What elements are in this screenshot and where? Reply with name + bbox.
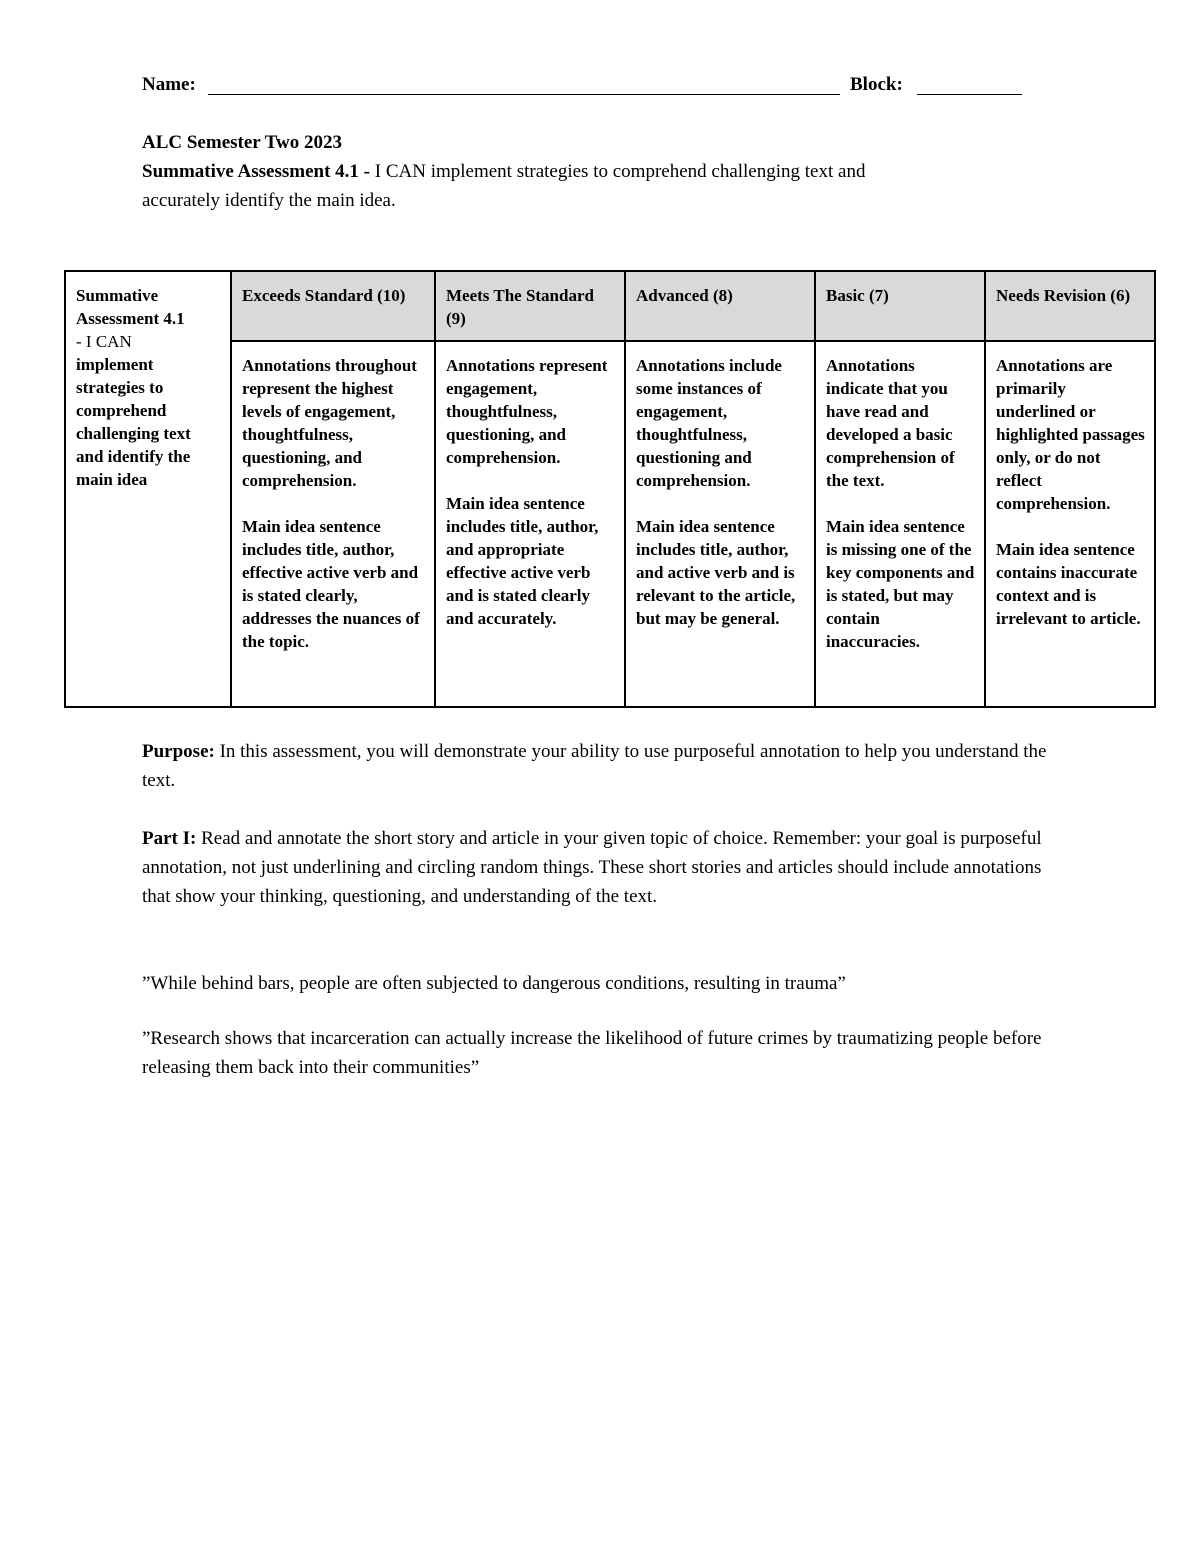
block-blank[interactable] — [917, 94, 1022, 95]
cell-annotation-text: Annotations represent engagement, thoughtfulness, questioning, and comprehension. — [446, 356, 608, 467]
name-block-line — [142, 74, 1022, 100]
cell-annotation-text: Annotations indicate that you have read and developed a basic comprehension of the text. — [826, 356, 955, 490]
name-label: Name: — [142, 74, 196, 95]
rubric-cell-basic — [815, 341, 985, 707]
course-title: ALC Semester Two 2023 — [142, 132, 343, 153]
rubric-header-row — [65, 271, 1155, 341]
assessment-title-bold: Summative Assessment 4.1 - — [142, 161, 375, 182]
cell-main-idea-text: Main idea sentence includes title, author, and active verb and is relevant to the article, but may be general. — [636, 517, 796, 628]
row-header-line: strategies to — [76, 378, 164, 397]
rubric-col-advanced: Advanced (8) — [625, 271, 815, 341]
row-header-line: - I CAN — [76, 332, 132, 351]
cell-main-idea-text: Main idea sentence includes title, author, effective active verb and is stated clearly, addresses the nuances of the topic. — [242, 517, 420, 651]
part1-text: Read and annotate the short story and article in your given topic of choice. Remember: your goal is purposeful annotation, not just underlining and circling random things. These short stories and articles should include annotations that show your thinking, questioning, and understanding of the text. — [142, 828, 1042, 907]
row-header-line: Summative — [76, 286, 159, 305]
row-header-line: Assessment 4.1 — [76, 309, 185, 328]
name-blank[interactable] — [208, 94, 840, 95]
part1-paragraph — [142, 824, 1062, 911]
rubric-col-needs-revision: Needs Revision (6) — [985, 271, 1155, 341]
row-header-line: and identify the — [76, 447, 191, 466]
cell-main-idea-text: Main idea sentence includes title, author, and appropriate effective active verb and is stated clearly and accurately. — [446, 494, 599, 628]
row-header-line: comprehend — [76, 401, 167, 420]
row-header-line: challenging text — [76, 424, 191, 443]
rubric-cell-needs-revision — [985, 341, 1155, 707]
rubric-table — [64, 270, 1156, 708]
rubric-col-meets: Meets The Standard (9) — [435, 271, 625, 341]
assessment-title-line2: accurately identify the main idea. — [142, 190, 396, 211]
purpose-text: In this assessment, you will demonstrate your ability to use purposeful annotation to help you understand the text. — [142, 741, 1047, 791]
block-label: Block: — [850, 74, 903, 95]
cell-annotation-text: Annotations are primarily underlined or highlighted passages only, or do not reflect comprehension. — [996, 356, 1145, 513]
rubric-col-exceeds: Exceeds Standard (10) — [231, 271, 435, 341]
rubric-col-basic: Basic (7) — [815, 271, 985, 341]
cell-annotation-text: Annotations throughout represent the highest levels of engagement, thoughtfulness, questioning, and comprehension. — [242, 356, 417, 490]
row-header-line: main idea — [76, 470, 148, 489]
rubric-cell-meets — [435, 341, 625, 707]
cell-main-idea-text: Main idea sentence contains inaccurate context and is irrelevant to article. — [996, 540, 1141, 628]
part1-label: Part I: — [142, 828, 197, 849]
rubric-cell-advanced — [625, 341, 815, 707]
row-header-line: implement — [76, 355, 154, 374]
quote-2: ”Research shows that incarceration can actually increase the likelihood of future crimes by traumatizing people before releasing them back into their communities” — [142, 1028, 1042, 1078]
rubric-cell-exceeds — [231, 341, 435, 707]
assessment-title-rest: I CAN implement strategies to comprehend challenging text and — [374, 161, 866, 182]
assessment-title-line1 — [142, 157, 865, 186]
cell-annotation-text: Annotations include some instances of engagement, thoughtfulness, questioning and comprehension. — [636, 356, 782, 490]
purpose-paragraph — [142, 737, 1062, 795]
cell-main-idea-text: Main idea sentence is missing one of the key components and is stated, but may contain inaccuracies. — [826, 517, 975, 651]
rubric-row-header — [65, 271, 231, 707]
purpose-label: Purpose: — [142, 741, 215, 762]
quote-1: ”While behind bars, people are often subjected to dangerous conditions, resulting in trauma” — [142, 973, 846, 994]
